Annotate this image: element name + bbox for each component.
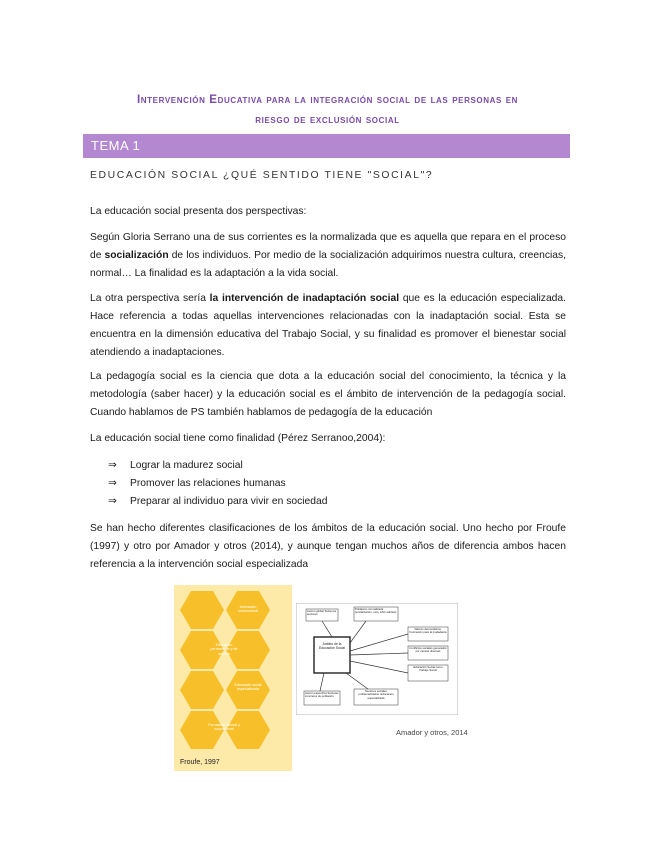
diagram-arrow bbox=[350, 634, 408, 651]
text-segment: de los individuos. Por medio de la socialización adquirimos nuestra cultura, creencias, normal… La finalidad es la adaptación a la vida social. bbox=[90, 250, 566, 279]
diagram-arrow bbox=[322, 621, 332, 637]
diagram-box-label: Acción específica Sectores concretos de población bbox=[305, 692, 339, 699]
arrow-icon: ⇒ bbox=[108, 496, 117, 507]
diagram-box-label: Sectores sociales problematizados. Educación especializada bbox=[358, 690, 394, 700]
hexagon-shape bbox=[180, 591, 224, 629]
diagram-box-label: Conflictos sociales generados por causas diversas bbox=[409, 647, 447, 654]
diagram-box-label: Población normalizada (socialización, ocio, ASC adultos) bbox=[355, 608, 397, 615]
diagram-arrow bbox=[320, 673, 324, 691]
diagram-arrow bbox=[346, 673, 368, 689]
finalidad-list bbox=[108, 457, 327, 511]
diagram-arrow bbox=[350, 653, 408, 655]
tema-header-bar bbox=[83, 134, 570, 158]
list-item-text: Preparar al individuo para vivir en sociedad bbox=[130, 496, 328, 507]
list-item-text: Lograr la madurez social bbox=[130, 460, 243, 471]
diagram-arrow bbox=[350, 661, 408, 673]
diagram-box-label: Educación Social como Trabajo Social bbox=[413, 666, 443, 673]
paragraph-finalidad: La educación social tiene como finalidad (Pérez Serranoo,2004): bbox=[90, 433, 386, 444]
arrow-icon: ⇒ bbox=[108, 460, 117, 471]
paragraph-intro: La educación social presenta dos perspectivas: bbox=[90, 206, 307, 217]
text-segment: Según Gloria Serrano una de sus corrientes es la normalizada que es aquella que repara en el proceso de bbox=[90, 232, 566, 261]
list-item bbox=[108, 475, 327, 493]
tema-label: TEMA 1 bbox=[91, 138, 141, 153]
hexagon-label: Educación social especializada bbox=[234, 683, 262, 692]
froufe-caption: Froufe, 1997 bbox=[180, 759, 220, 766]
center-box-label: Ámbito de la Educación Social bbox=[318, 642, 345, 651]
list-item bbox=[108, 493, 327, 511]
paragraph-inadaptacion bbox=[90, 290, 566, 362]
paragraph-pedagogia: La pedagogía social es la ciencia que dota a la educación social del conocimiento, la técnica y la metodología (saber hacer) y la educación social es el ámbito de intervención de la pedagogía social. Cuando hablamos de PS también hablamos de pedagogía de la educación bbox=[90, 371, 566, 418]
paragraph-serrano bbox=[90, 229, 566, 283]
hexagon-shape bbox=[180, 671, 224, 709]
hexagon-label: Educación permanente y de adultos bbox=[210, 643, 238, 656]
list-item-text: Promover las relaciones humanas bbox=[130, 478, 286, 489]
title-line-1: Intervención Educativa para la integración social de las personas en bbox=[136, 93, 519, 106]
diagram-box-label: Valores democráticos. Formación para la ciudadanía bbox=[409, 628, 447, 635]
diagram-box-label: Acción global Todos los sectores bbox=[307, 610, 337, 617]
amador-diagram bbox=[296, 603, 458, 715]
hexagon-label: Formación laboral y ocupacional bbox=[208, 723, 240, 732]
list-item bbox=[108, 457, 327, 475]
hexagon-label: Animación sociocultural bbox=[238, 605, 258, 614]
text-segment: La otra perspectiva sería bbox=[90, 293, 210, 304]
section-subtitle: EDUCACIÓN SOCIAL ¿QUÉ SENTIDO TIENE "SOCIAL"? bbox=[90, 170, 434, 181]
text-segment: que es la educación especializada. Hace referencia a todas aquellas intervenciones relacionadas con la inadaptación social. Esta se encuentra en la dimensión educativa del Trabajo Social, y su finalidad es promover el bienestar social atendiendo a inadaptaciones. bbox=[90, 293, 566, 358]
paragraph-clasificaciones: Se han hecho diferentes clasificaciones de los ámbitos de la educación social. Uno hecho por Froufe (1997) y otro por Amador y otros (2014), y aunque tengan muchos años de diferencia ambos hacen referencia a la intervención social especializada bbox=[90, 523, 566, 570]
center-box-label-wrap bbox=[315, 642, 349, 670]
classification-figure bbox=[170, 585, 481, 771]
arrow-icon: ⇒ bbox=[108, 478, 117, 489]
diagram-arrow bbox=[350, 621, 366, 643]
bold-term: socialización bbox=[104, 250, 169, 261]
froufe-hexagon-diagram bbox=[174, 585, 292, 771]
bold-term: la intervención de inadaptación social bbox=[209, 293, 400, 304]
title-line-2: riesgo de exclusión social bbox=[255, 113, 400, 126]
amador-caption: Amador y otros, 2014 bbox=[396, 728, 468, 737]
document-title bbox=[60, 90, 595, 130]
